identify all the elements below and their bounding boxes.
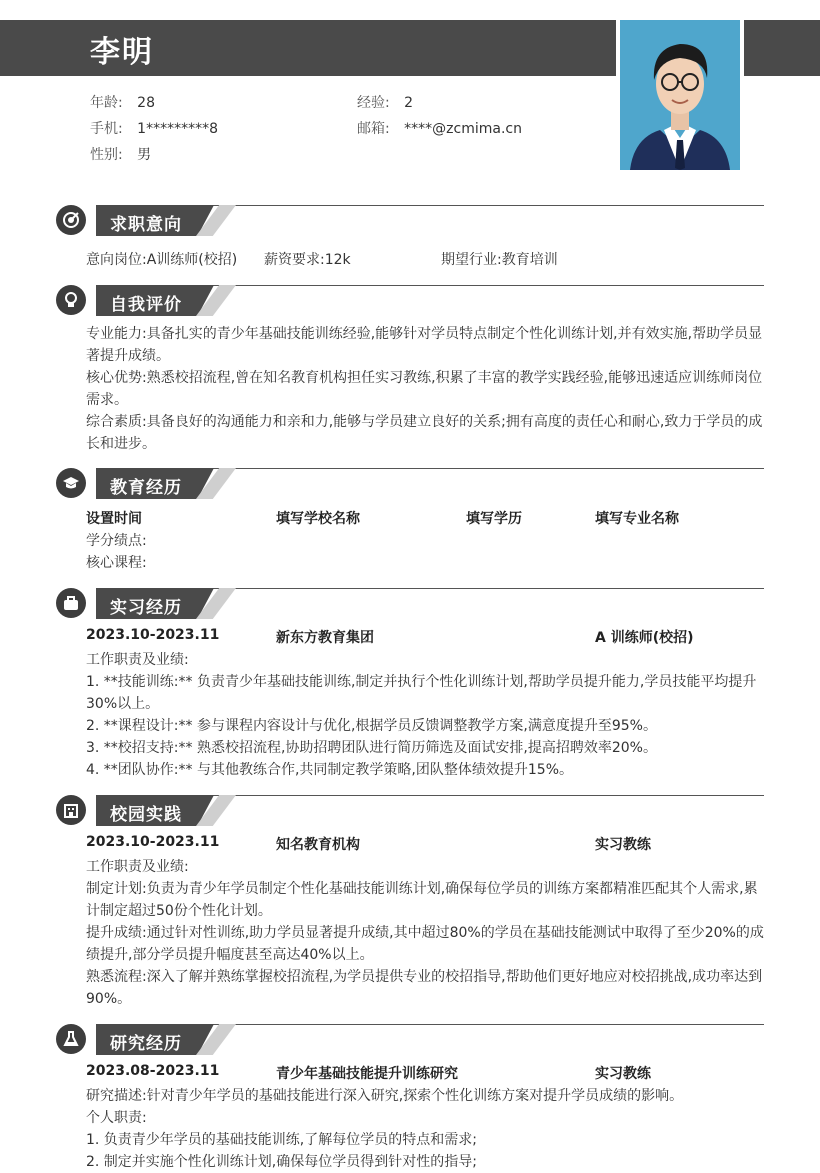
experience-row [357,92,413,112]
briefcase-icon [56,588,86,618]
email-label: 邮箱: [357,121,390,137]
graduation-cap-icon [56,468,86,498]
research-time: 2023.08-2023.11 [86,1063,220,1079]
campus-time: 2023.10-2023.11 [86,834,220,850]
internship-role: A 训练师(校招) [595,630,694,646]
target-icon [56,205,86,235]
profile-photo [620,20,740,170]
education-school: 填写学校名称 [276,511,360,527]
self-eval-paragraph: 综合素质:具备良好的沟通能力和亲和力,能够与学员建立良好的关系;拥有高度的责任心和耐心,致力于学员的成长和进步。 [86,414,763,452]
campus-intro: 工作职责及业绩: [86,859,189,875]
self-eval-paragraph: 核心优势:熟悉校招流程,曾在知名教育机构担任实习教练,积累了丰富的教学实践经验,能够迅速适应训练师岗位需求。 [86,370,763,408]
gender-row [90,144,151,164]
section-header-research [56,1024,764,1056]
section-title: 教育经历 [110,478,182,498]
research-item: 2. 制定并实施个性化训练计划,确保每位学员得到针对性的指导; [86,1154,477,1170]
internship-org: 新东方教育集团 [276,630,374,646]
email-value: ****@zcmima.cn [404,121,522,137]
section-title: 求职意向 [110,215,182,235]
gender-label: 性别: [90,147,123,163]
research-description: 研究描述:针对青少年学员的基础技能进行深入研究,探索个性化训练方案对提升学员成绩的影响。 [86,1088,684,1104]
section-header-self [56,285,764,317]
phone-row [90,118,218,138]
internship-time: 2023.10-2023.11 [86,627,220,643]
internship-item: 3. **校招支持:** 熟悉校招流程,协助招聘团队进行简历筛选及面试安排,提高招聘效率20%。 [86,740,657,756]
campus-item: 提升成绩:通过针对性训练,助力学员显著提升成绩,其中超过80%的学员在基础技能测试中取得了至少20%的成绩提升,部分学员提升幅度甚至高达40%以上。 [86,925,764,963]
section-header-campus [56,795,764,827]
research-item: 1. 负责青少年学员的基础技能训练,了解每位学员的特点和需求; [86,1132,477,1148]
section-title: 校园实践 [110,805,182,825]
internship-item: 4. **团队协作:** 与其他教练合作,共同制定教学策略,团队整体绩效提升15%。 [86,762,573,778]
section-title: 研究经历 [110,1034,182,1054]
section-title: 自我评价 [110,295,182,315]
section-header-internship [56,588,764,620]
education-gpa: 学分绩点: [86,533,147,549]
section-header-intent [56,205,764,237]
building-icon [56,795,86,825]
campus-org: 知名教育机构 [276,837,360,853]
gender-value: 男 [137,147,152,163]
research-project: 青少年基础技能提升训练研究 [276,1066,458,1082]
intent-position: 意向岗位:A训练师(校招) [86,252,238,268]
campus-item: 熟悉流程:深入了解并熟练掌握校招流程,为学员提供专业的校招指导,帮助他们更好地应对校招挑战,成功率达到90%。 [86,969,763,1007]
phone-value: 1*********8 [137,121,218,137]
email-row [357,118,522,138]
candidate-name: 李明 [90,35,154,70]
research-role: 实习教练 [595,1066,651,1082]
age-label: 年龄: [90,95,123,111]
experience-label: 经验: [357,95,390,111]
campus-item: 制定计划:负责为青少年学员制定个性化基础技能训练计划,确保每位学员的训练方案都精准匹配其个人需求,累计制定超过50份个性化计划。 [86,881,758,919]
internship-item: 1. **技能训练:** 负责青少年基础技能训练,制定并执行个性化训练计划,帮助学员提升能力,学员技能平均提升30%以上。 [86,674,757,712]
education-major: 填写专业名称 [595,511,679,527]
self-eval-paragraph: 专业能力:具备扎实的青少年基础技能训练经验,能够针对学员特点制定个性化训练计划,并有效实施,帮助学员显著提升成绩。 [86,326,763,364]
phone-label: 手机: [90,121,123,137]
intent-salary: 薪资要求:12k [264,252,351,268]
lightbulb-icon [56,285,86,315]
research-duty-label: 个人职责: [86,1110,147,1126]
age-row [90,92,155,112]
experience-value: 2 [404,95,414,111]
internship-intro: 工作职责及业绩: [86,652,189,668]
campus-role: 实习教练 [595,837,651,853]
section-title: 实习经历 [110,598,182,618]
internship-item: 2. **课程设计:** 参与课程内容设计与优化,根据学员反馈调整教学方案,满意度提升至95%。 [86,718,657,734]
education-degree: 填写学历 [466,511,522,527]
age-value: 28 [137,95,155,111]
section-header-education [56,468,764,500]
education-courses: 核心课程: [86,555,147,571]
education-time: 设置时间 [86,511,142,527]
flask-icon [56,1024,86,1054]
intent-industry: 期望行业:教育培训 [441,252,558,268]
header-bar-right [744,20,820,76]
